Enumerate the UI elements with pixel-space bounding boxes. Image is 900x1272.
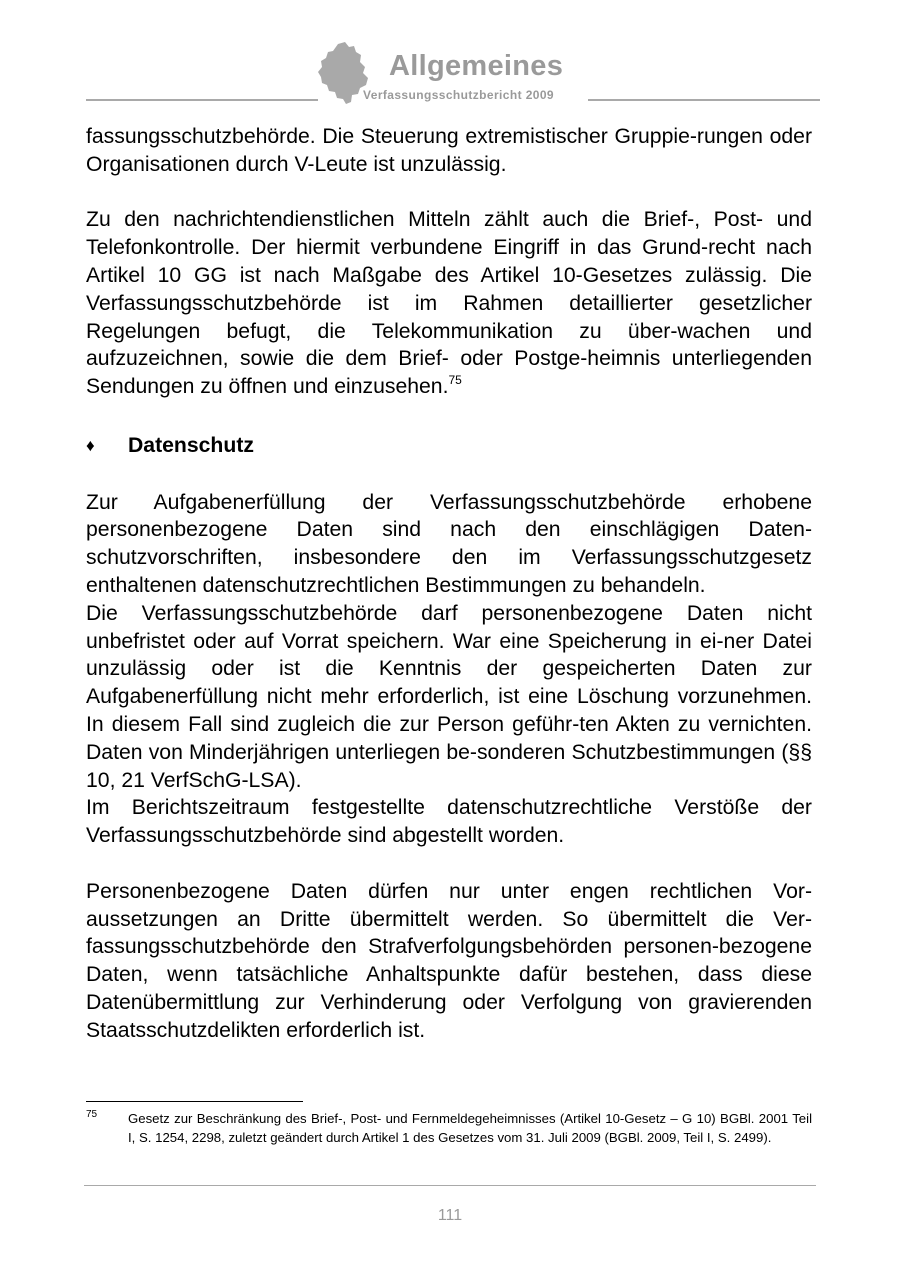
paragraph-datenschutz-intro-text: Zur Aufgabenerfüllung der Verfassungsschutzbehörde erhobene personenbezogene Daten sind nach den einschlägigen Daten-schutzvorschriften, insbesondere den im Verfassungsschutzgesetz enthaltenen datenschutzrechtlichen Bestimmungen zu behandeln.	[86, 490, 812, 597]
section-heading-datenschutz	[86, 431, 812, 461]
page-number: 111	[437, 1207, 463, 1224]
footer-rule	[84, 1185, 816, 1186]
page-body	[86, 123, 812, 1045]
paragraph-speicherung-text: Die Verfassungsschutzbehörde darf personenbezogene Daten nicht unbefristet oder auf Vorrat speichern. War eine Speicherung in ei-ner Datei unzulässig oder ist die Kenntnis der gespeicherten Daten zur Aufgabenerfüllung nicht mehr erforderlich, ist eine Löschung vorzunehmen. In diesem Fall sind zugleich die zur Person geführ-ten Akten zu vernichten. Daten von Minderjährigen unterliegen be-sonderen Schutzbestimmungen (§§ 10, 21 VerfSchG-LSA).	[86, 601, 812, 792]
paragraph-v-leute	[86, 123, 812, 179]
paragraph-speicherung	[86, 600, 812, 795]
paragraph-verstoesse	[86, 794, 812, 850]
paragraph-uebermittlung	[86, 878, 812, 1045]
paragraph-spacer	[86, 179, 812, 207]
paragraph-spacer	[86, 461, 812, 489]
diamond-bullet-icon: ♦	[86, 435, 95, 455]
section-heading-text: Datenschutz	[128, 433, 254, 457]
header-title: Allgemeines	[389, 50, 564, 82]
footnote-number: 75	[86, 1109, 98, 1120]
paragraph-uebermittlung-text: Personenbezogene Daten dürfen nur unter engen rechtlichen Vor-aussetzungen an Dritte übermittelt werden. So übermittelt die Ver-fassungsschutzbehörde den Strafverfolgungsbehörden personen-bezogene Daten, wenn tatsächliche Anhaltspunkte dafür bestehen, dass diese Datenübermittlung zur Verhinderung oder Verfolgung von gravierenden Staatsschutzdelikten erforderlich ist.	[86, 879, 812, 1042]
paragraph-verstoesse-text: Im Berichtszeitraum festgestellte datenschutzrechtliche Verstöße der Verfassungsschutzbehörde sind abgestellt worden.	[86, 796, 812, 848]
header-subtitle: Verfassungsschutzbericht 2009	[363, 88, 555, 102]
footnote-separator	[86, 1101, 303, 1102]
paragraph-spacer	[86, 401, 812, 429]
page-header	[0, 0, 900, 110]
header-rule-left	[86, 99, 318, 101]
paragraph-brief-post-telefonkontrolle	[86, 206, 812, 401]
header-rule-right	[588, 99, 820, 101]
paragraph-v-leute-text: fassungsschutzbehörde. Die Steuerung extremistischer Gruppie-rungen oder Organisationen durch V-Leute ist unzulässig.	[86, 125, 812, 176]
footnote-text: Gesetz zur Beschränkung des Brief-, Post- und Fernmeldegeheimnisses (Artikel 10-Gesetz – G 10) BGBl. 2001 Teil I, S. 1254, 2298, zuletzt geändert durch Artikel 1 des Gesetzes vom 31. Juli 2009 (BGBl. 2009, Teil I, S. 2499).	[128, 1111, 812, 1145]
paragraph-brief-post-telefonkontrolle-text: Zu den nachrichtendienstlichen Mitteln zählt auch die Brief-, Post- und Telefonkontrolle. Der hiermit verbundene Eingriff in das Grund-recht nach Artikel 10 GG ist nach Maßgabe des Artikel 10-Gesetzes zulässig. Die Verfassungsschutzbehörde ist im Rahmen detaillierter gesetzlicher Regelungen befugt, die Telekommunikation zu über-wachen und aufzuzeichnen, sowie die dem Brief- oder Postge-heimnis unterliegenden Sendungen zu öffnen und einzusehen.	[86, 208, 812, 399]
paragraph-spacer	[86, 850, 812, 878]
paragraph-datenschutz-intro	[86, 489, 812, 600]
footnote-reference[interactable]: 75	[448, 373, 462, 388]
footnote	[86, 1109, 812, 1147]
